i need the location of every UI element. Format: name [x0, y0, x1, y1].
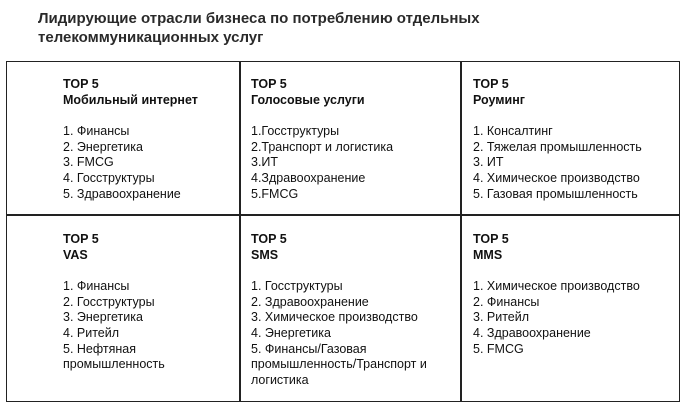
- column-divider: [460, 62, 462, 401]
- list-item: 4. Ритейл: [63, 325, 120, 340]
- list-item: 1. Финансы: [63, 124, 130, 139]
- list-item: 1. Финансы: [63, 279, 130, 294]
- cell-voice-services: [251, 77, 393, 202]
- list-item: 2. Госструктуры: [63, 294, 155, 309]
- list-item: 3. FMCG: [63, 155, 114, 170]
- cell-service-name: Роуминг: [473, 92, 525, 107]
- top5-table: [6, 61, 680, 402]
- list-item: 5. FMCG: [473, 341, 524, 356]
- cell-service-name: MMS: [473, 247, 503, 262]
- list-item: 3.ИТ: [251, 155, 279, 170]
- list-item: 5.FMCG: [251, 186, 299, 201]
- cell-mms: [473, 232, 640, 357]
- cell-top-label: TOP 5: [251, 77, 287, 91]
- cell-top-label: TOP 5: [63, 232, 99, 246]
- ranking-list: [63, 124, 198, 202]
- list-item: 1. Госструктуры: [251, 279, 343, 294]
- list-item: 4. Энергетика: [251, 325, 331, 340]
- row-divider: [7, 214, 679, 216]
- cell-top-label: TOP 5: [473, 77, 509, 91]
- ranking-list: [63, 279, 165, 373]
- cell-top-label: TOP 5: [251, 232, 287, 246]
- list-item: 4.Здравоохранение: [251, 170, 366, 185]
- ranking-list: [473, 279, 640, 357]
- ranking-list: [251, 124, 393, 202]
- list-item: 2.Транспорт и логистика: [251, 139, 394, 154]
- ranking-list: [473, 124, 642, 202]
- page-title: Лидирующие отрасли бизнеса по потреблению отдельных телекоммуникационных услуг: [38, 10, 480, 46]
- list-item: 2. Финансы: [473, 294, 540, 309]
- list-item: 2. Тяжелая промышленность: [473, 139, 642, 154]
- list-item: 2. Энергетика: [63, 139, 143, 154]
- list-item: 1. Химическое производство: [473, 279, 640, 294]
- ranking-list: [251, 279, 427, 388]
- list-item: 5. Здравоохранение: [63, 186, 181, 201]
- cell-service-name: Мобильный интернет: [63, 92, 198, 107]
- list-item: 5. Финансы/Газовая промышленность/Транспорт и логистика: [251, 341, 427, 387]
- list-item: 4. Госструктуры: [63, 170, 155, 185]
- cell-vas: [63, 232, 165, 373]
- list-item: 3. Энергетика: [63, 310, 143, 325]
- cell-sms: [251, 232, 427, 388]
- cell-top-label: TOP 5: [473, 232, 509, 246]
- cell-roaming: [473, 77, 642, 202]
- column-divider: [239, 62, 241, 401]
- list-item: 3. ИТ: [473, 155, 504, 170]
- cell-service-name: VAS: [63, 247, 88, 262]
- list-item: 3. Ритейл: [473, 310, 530, 325]
- list-item: 1.Госструктуры: [251, 124, 340, 139]
- list-item: 1. Консалтинг: [473, 124, 553, 139]
- list-item: 4. Здравоохранение: [473, 325, 591, 340]
- list-item: 3. Химическое производство: [251, 310, 418, 325]
- cell-top-label: TOP 5: [63, 77, 99, 91]
- list-item: 5. Нефтяная промышленность: [63, 341, 165, 372]
- cell-service-name: SMS: [251, 247, 279, 262]
- list-item: 2. Здравоохранение: [251, 294, 369, 309]
- list-item: 5. Газовая промышленность: [473, 186, 638, 201]
- cell-service-name: Голосовые услуги: [251, 92, 365, 107]
- list-item: 4. Химическое производство: [473, 170, 640, 185]
- cell-mobile-internet: [63, 77, 198, 202]
